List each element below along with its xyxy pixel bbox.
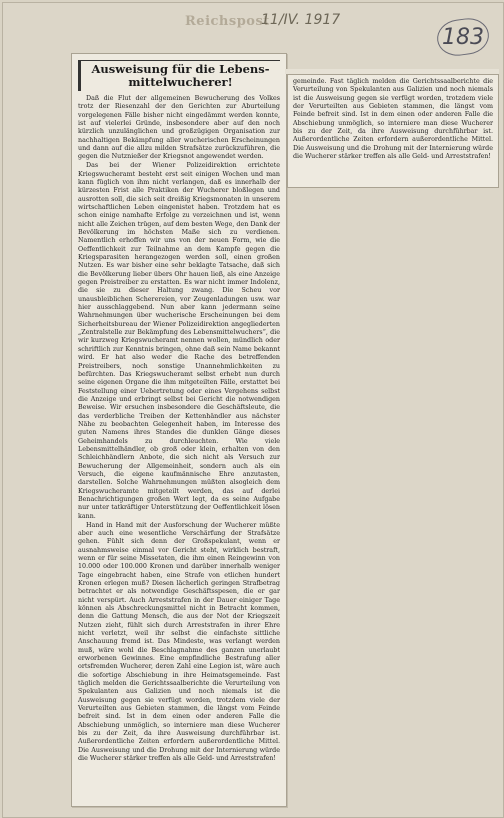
continuation-paragraph: gemeinde. Fast täglich melden die Gerichtssaalberichte die Verurteilung von Spekulanten aus Galizien und noch niemals ist die Ausweisung gegen sie verfügt worden, trotzdem viele der Verurteilten aus Gebieten stammen, die längst vom Feinde befreit sind. Ist in dem einen oder anderen Falle die Abschiebung unmöglich, so interniere man diese Wucherer bis zu der Zeit, da ihre Ausweisung durchführbar ist. Außerordentliche Zeiten erfordern außerordentliche Mittel. Die Ausweisung und die Drohung mit der Internierung würde die Wucherer stärker treffen als alle Geld- und Arreststrafen!	[293, 78, 493, 161]
paragraph-2: Das bei der Wiener Polizeidirektion errichtete Kriegswucheramt besteht erst seit einigen Wochen und man kann füglich von ihm nicht verlangen, daß es innerhalb der kürzesten Frist alle Praktiken der Wucherer bloßlegen und ausrotten soll, die sich seit dreißig Kriegsmonaten in unserem wirtschaftlichen Leben eingenistet haben. Trotzdem hat es schon einige namhafte Erfolge zu verzeichnen und ist, wenn nicht alle Zeichen trügen, auf dem besten Wege, den Dank der Bevölkerung im höchsten Maße sich zu verdienen. Namentlich erhoffen wir uns von der neuen Form, wie die Oeffentlichkeit zur Teilnahme an dem Kampfe gegen die Kriegsparasiten herangezogen werden soll, einen großen Nutzen. Es war bisher eine sehr beklagte Tatsache, daß sich die Bevölkerung lieber übers Ohr hauen ließ, als eine Anzeige gegen Preistreiber zu erstatten. Es war nicht immer Indolenz, die sie zu dieser Haltung zwang. Die Scheu vor unausbleiblichen Scherereien, vor Zeugenladungen usw. war hier ausschlaggebend. Nun aber kann jedermann seine Wahrnehmungen über wucherische Erscheinungen bei dem Sicherheitsbureau der Wiener Polizeidirektion angegliederten „Zentralstelle zur Bekämpfung des Lebensmittelwuchers“, die wir kurzweg Kriegswucheramt nennen wollen, mündlich oder schriftlich zur Kenntnis bringen, ohne daß sein Name bekannt wird. Er hat also weder die Rache des betreffenden Preistreibers, noch sonstige Unannehmlichkeiten zu befürchten. Das Kriegswucheramt selbst erhebt nun durch seine eigenen Organe die ihm mitgeteilten Fälle, erstattet bei Feststellung einer Uebertretung oder eines Vergehens selbst die Anzeige und erbringt selbst bei Gericht die notwendigen Beweise. Wir ersuchen insbesondere die Geschäftsleute, die das verderbliche Treiben der Kettenhändler aus nächster Nähe zu beobachten Gelegenheit haben, im Interesse des guten Namens ihres Standes die dunklen Gänge dieses Geheimhandels zu durchleuchten. Wie viele Lebensmittelhändler, ob groß oder klein, erhalten von den Schleichhändlern Anbote, die sich nicht als Versuch zur Bewucherung der Allgemeinheit, sondern auch als ein Versuch, die eigene kaufmännische Ehre anzutasten, darstellen. Solche Wahrnehmungen müßten alsogleich dem Kriegswucheramte mitgeteilt werden, das auf derlei Benachrichtigungen großen Wert legt, da es seine Aufgabe nur unter tatkräftiger Unterstützung der Oeffentlichkeit lösen kann.	[78, 162, 280, 520]
handwritten-date: 11/IV. 1917	[261, 12, 341, 28]
continuation-body	[288, 75, 498, 161]
headline-box	[78, 60, 280, 91]
newspaper-stamp: Reichspost	[185, 14, 270, 29]
page-number: 183	[437, 19, 489, 55]
headline: Ausweisung für die Lebens- mittelwucherer!	[91, 62, 270, 89]
article-body	[72, 93, 286, 764]
paragraph-3: Hand in Hand mit der Ausforschung der Wucherer müßte aber auch eine wesentliche Verschärfung der Strafsätze gehen. Fühlt sich denn der Großspekulant, wenn er ausnahmsweise einmal vor Gericht steht, wirklich bestraft, wenn er für seine Missetaten, die ihm einen Reingewinn von 10.000 oder 100.000 Kronen und darüber innerhalb weniger Tage eingebracht haben, eine Strafe von etlichen hundert Kronen erlegen muß? Diesen lächerlich geringen Strafbetrag betrachtet er als notwendige Geschäftsspesen, die er gar nicht verspürt. Auch Arreststrafen in der Dauer einiger Tage können als Abschreckungsmittel nicht in Betracht kommen, denn die Gattung Mensch, die aus der Not der Kriegszeit Nutzen zieht, fühlt sich durch Arreststrafen in ihrer Ehre nicht verletzt, weil ihr selbst die einfachste sittliche Anschauung fremd ist. Das Mindeste, was verlangt werden muß, wäre wohl die Beschlagnahme des ganzen unerlaubt erworbenen Gewinnes. Eine empfindliche Bestrafung aller ortsfremden Wucherer, deren Zahl eine Legion ist, wäre auch die sofortige Abschiebung in ihre Heimatsgemeinde. Fast täglich melden die Gerichtssaalberichte die Verurteilung von Spekulanten aus Galizien und noch niemals ist die Ausweisung gegen sie verfügt worden, trotzdem viele der Verurteilten aus Gebieten stammen, die längst vom Feinde befreit sind. Ist in dem einen oder anderen Falle die Abschiebung unmöglich, so interniere man diese Wucherer bis zu der Zeit, da ihre Ausweisung durchführbar ist. Außerordentliche Zeiten erfordern außerordentliche Mittel. Die Ausweisung und die Drohung mit der Internierung würde die Wucherer stärker treffen als alle Geld- und Arreststrafen!	[78, 521, 280, 763]
archive-sheet	[2, 2, 504, 818]
newspaper-clipping-continuation	[287, 74, 499, 188]
paragraph-1: Daß die Flut der allgemeinen Bewucherung des Volkes trotz der Riesenzahl der den Gerichten zur Aburteilung vorgelegenen Fälle bisher nicht eingedämmt werden konnte, ist auf vielerlei Gründe, insbesondere aber auf den noch kürzlich unzulänglichen und großzügigen Organisation zur nachhaltigen Bekämpfung aller wucherischen Erscheinungen und dann auf die allzu milden Strafsätze zurückzuführen, die gegen die Nutznießer der Kriegsnot angewendet werden.	[78, 95, 280, 161]
newspaper-clipping-main	[71, 53, 287, 807]
